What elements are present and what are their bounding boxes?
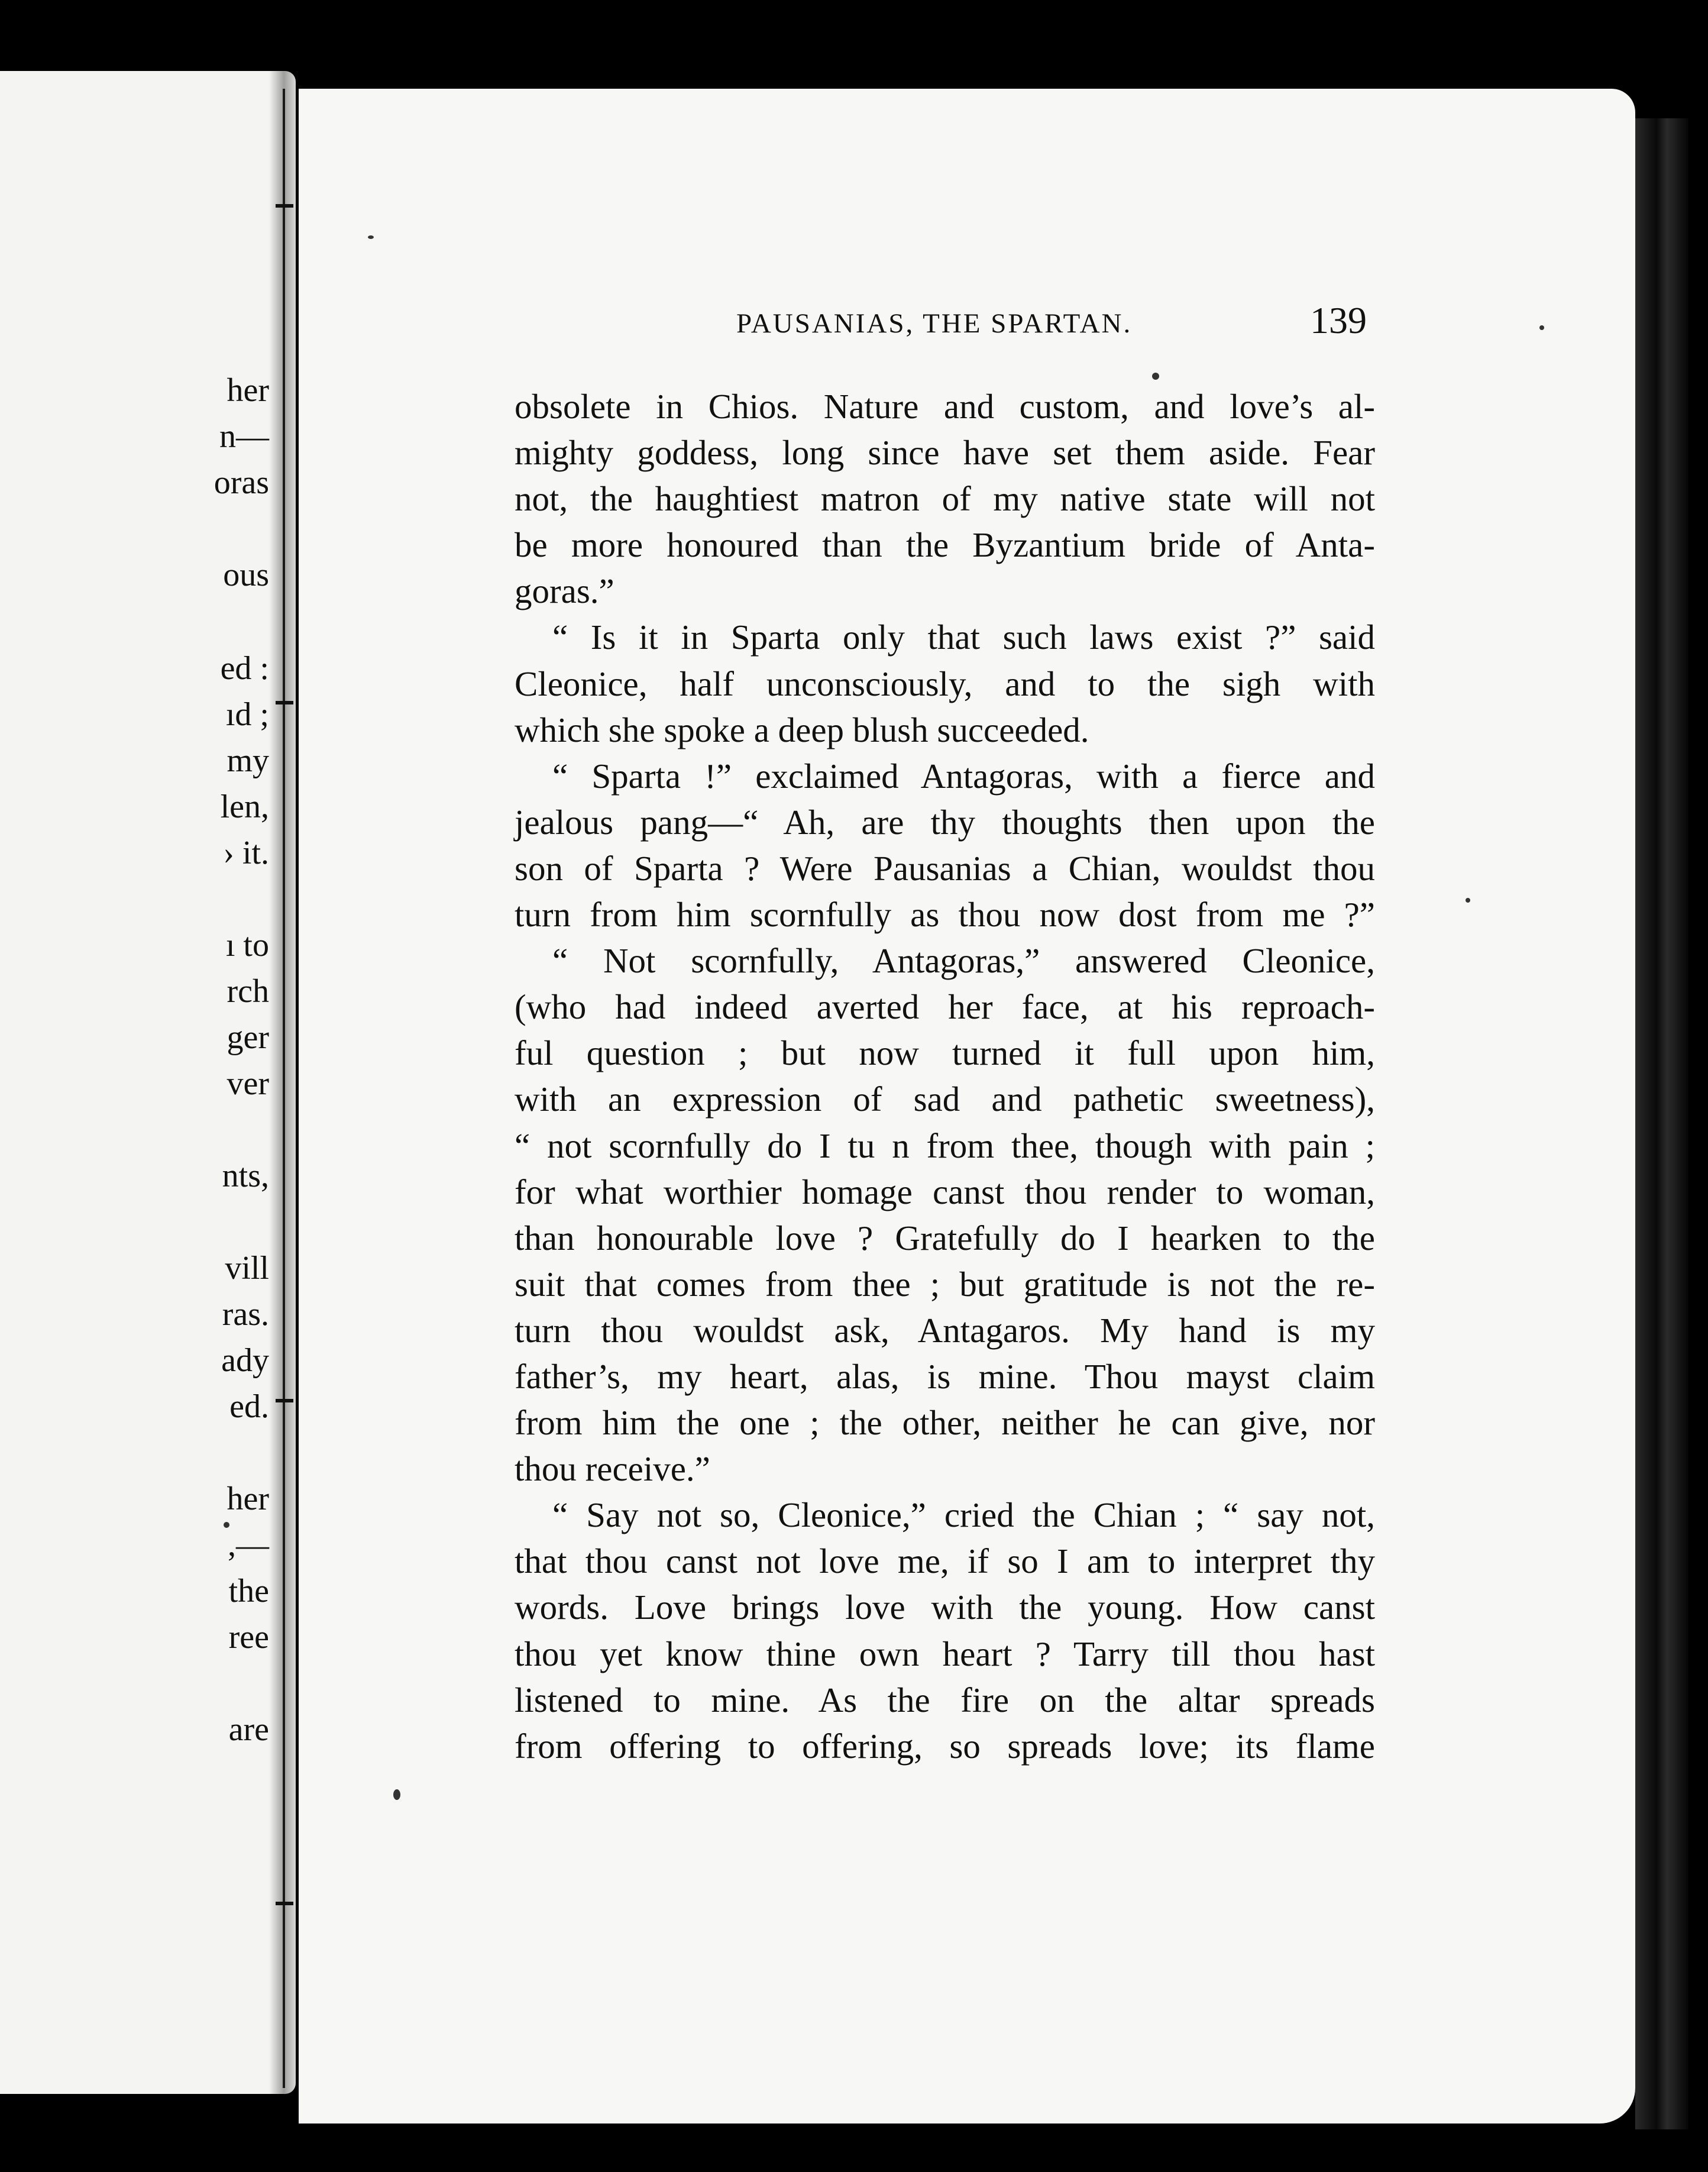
fragment: oras <box>214 464 269 501</box>
fragment: ady <box>221 1342 269 1379</box>
gutter-mark <box>276 1399 293 1402</box>
text-line: listened to mine. As the fire on the altar spreads <box>515 1680 1375 1720</box>
fragment: len, <box>220 788 269 825</box>
text-line: “ Is it in Sparta only that such laws exist ?” said <box>552 618 1375 657</box>
text-line: “ Not scornfully, Antagoras,” answered Cleonice, <box>552 941 1375 981</box>
text-line: which she spoke a deep blush succeeded. <box>515 710 1089 749</box>
text-line: with an expression of sad and pathetic sweetness), <box>515 1079 1375 1119</box>
text-line: mighty goddess, long since have set them aside. Fear <box>515 433 1375 473</box>
text-line: son of Sparta ? Were Pausanias a Chian, wouldst thou <box>515 848 1375 888</box>
text-line: father’s, my heart, alas, is mine. Thou mayst claim <box>515 1356 1375 1396</box>
text-line: suit that comes from thee ; but gratitude is not the re- <box>515 1264 1375 1304</box>
text-line: turn from him scornfully as thou now dost from me ?” <box>515 895 1375 935</box>
text-line: than honourable love ? Gratefully do I hearken to the <box>515 1218 1375 1258</box>
fragment: vill <box>225 1250 269 1287</box>
fragment: rch <box>227 973 269 1010</box>
fragment: ı to <box>225 927 269 964</box>
fragment: ed : <box>220 650 269 687</box>
gutter-mark <box>276 1902 293 1905</box>
fragment: ed. <box>229 1388 269 1425</box>
text-line: obsolete in Chios. Nature and custom, and love’s al- <box>515 387 1375 426</box>
fragment: her <box>227 1481 269 1517</box>
fragment: › it. <box>223 835 269 871</box>
ink-speck <box>1152 373 1159 380</box>
page-edges <box>1635 118 1688 2129</box>
text-line: words. Love brings love with the young. How canst <box>515 1588 1375 1627</box>
gutter-mark <box>276 204 293 208</box>
page-number: 139 <box>1310 299 1367 341</box>
ink-speck <box>368 235 374 239</box>
text-line: jealous pang—“ Ah, are thy thoughts then upon the <box>515 802 1375 842</box>
fragment: ger <box>227 1019 269 1056</box>
text-line: thou receive.” <box>515 1449 710 1489</box>
body-text <box>515 383 1375 1769</box>
ink-speck <box>1539 325 1544 330</box>
text-line: “ not scornfully do I tu n from thee, though with pain ; <box>515 1126 1375 1165</box>
ink-speck <box>1466 898 1470 903</box>
ink-speck <box>224 1522 229 1528</box>
text-line: ful question ; but now turned it full upon him, <box>515 1033 1375 1073</box>
text-line: for what worthier homage canst thou render to woman, <box>515 1172 1375 1211</box>
fragment: ree <box>228 1619 269 1656</box>
fragment: nts, <box>222 1158 269 1194</box>
gutter-line <box>283 89 285 2088</box>
text-line: “ Sparta !” exclaimed Antagoras, with a fierce and <box>552 756 1375 796</box>
text-line: goras.” <box>515 571 614 611</box>
fragment: her <box>227 372 269 409</box>
facing-page-text-fragments <box>0 0 296 2172</box>
fragment: ,— <box>228 1527 269 1563</box>
text-line: from offering to offering, so spreads love; its flame <box>515 1726 1375 1766</box>
fragment: ous <box>223 557 269 593</box>
text-line: “ Say not so, Cleonice,” cried the Chian ; “ say not, <box>552 1495 1375 1535</box>
text-line: thou yet know thine own heart ? Tarry till thou hast <box>515 1634 1375 1673</box>
fragment: n— <box>219 418 269 455</box>
text-line: not, the haughtiest matron of my native state will not <box>515 479 1375 519</box>
fragment: the <box>228 1573 269 1609</box>
text-line: be more honoured than the Byzantium bride of Anta- <box>515 525 1375 565</box>
fragment: my <box>227 742 269 779</box>
text-line: from him the one ; the other, neither he can give, nor <box>515 1403 1375 1443</box>
text-line: that thou canst not love me, if so I am to interpret thy <box>515 1541 1375 1581</box>
ink-speck <box>393 1789 400 1800</box>
text-line: Cleonice, half unconsciously, and to the sigh with <box>515 664 1375 703</box>
fragment: ıd ; <box>225 696 269 733</box>
text-line: turn thou wouldst ask, Antagaros. My hand is my <box>515 1310 1375 1350</box>
gutter-mark <box>276 701 293 704</box>
fragment: ras. <box>222 1296 269 1333</box>
fragment: are <box>228 1711 269 1748</box>
running-head: PAUSANIAS, THE SPARTAN. <box>736 308 1133 339</box>
fragment: ver <box>227 1065 269 1102</box>
text-line: (who had indeed averted her face, at his reproach- <box>515 987 1375 1027</box>
